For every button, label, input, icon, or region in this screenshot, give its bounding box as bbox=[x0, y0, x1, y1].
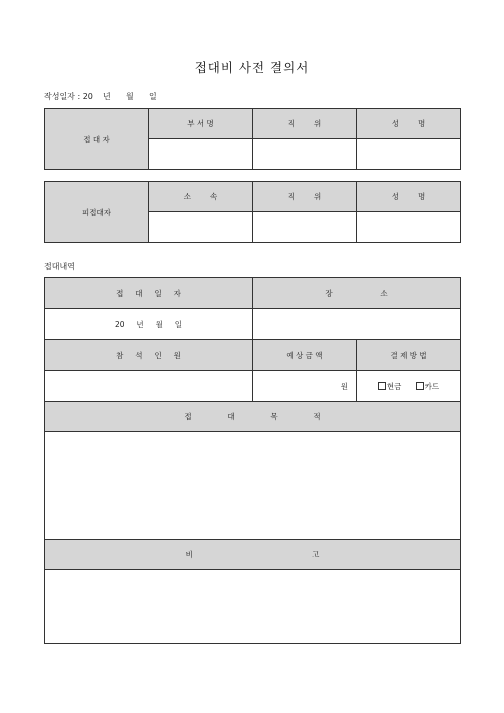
place-field[interactable] bbox=[253, 309, 461, 340]
host-name-field[interactable] bbox=[357, 139, 461, 170]
payment-header: 결 제 방 법 bbox=[357, 340, 461, 371]
cash-label: 현금 bbox=[386, 381, 402, 391]
amount-header: 예 상 금 액 bbox=[253, 340, 357, 371]
guest-table bbox=[44, 181, 461, 243]
guest-row-label: 피접대자 bbox=[45, 182, 149, 243]
purpose-header: 접 대 목 적 bbox=[45, 402, 461, 432]
host-table bbox=[44, 108, 461, 170]
amount-unit: 원 bbox=[340, 381, 348, 391]
attendees-field[interactable] bbox=[45, 371, 253, 402]
date-header: 접 대 일 자 bbox=[45, 278, 253, 309]
attendees-header: 참 석 인 원 bbox=[45, 340, 253, 371]
date-field[interactable]: 20 년 월 일 bbox=[45, 309, 253, 340]
guest-name-header: 성 명 bbox=[357, 182, 461, 212]
guest-affiliation-field[interactable] bbox=[149, 212, 253, 243]
guest-affiliation-header: 소 속 bbox=[149, 182, 253, 212]
amount-field[interactable] bbox=[253, 371, 357, 402]
place-header: 장 소 bbox=[253, 278, 461, 309]
host-position-field[interactable] bbox=[253, 139, 357, 170]
date-written-line: 작성일자 : 20 년 월 일 bbox=[44, 92, 157, 101]
page-title: 접대비 사전 결의서 bbox=[194, 60, 310, 75]
note-header: 비 고 bbox=[45, 540, 461, 570]
detail-table bbox=[44, 277, 461, 644]
note-field[interactable] bbox=[45, 570, 461, 644]
guest-name-field[interactable] bbox=[357, 212, 461, 243]
host-dept-field[interactable] bbox=[149, 139, 253, 170]
section-label: 접대내역 bbox=[44, 262, 75, 271]
guest-position-field[interactable] bbox=[253, 212, 357, 243]
host-position-header: 직 위 bbox=[253, 109, 357, 139]
card-checkbox[interactable] bbox=[416, 382, 424, 390]
guest-position-header: 직 위 bbox=[253, 182, 357, 212]
cash-checkbox[interactable] bbox=[378, 382, 386, 390]
host-name-header: 성 명 bbox=[357, 109, 461, 139]
host-row-label: 접 대 자 bbox=[45, 109, 149, 170]
card-label: 카드 bbox=[424, 381, 440, 391]
purpose-field[interactable] bbox=[45, 432, 461, 540]
payment-options bbox=[357, 371, 461, 402]
host-dept-header: 부 서 명 bbox=[149, 109, 253, 139]
